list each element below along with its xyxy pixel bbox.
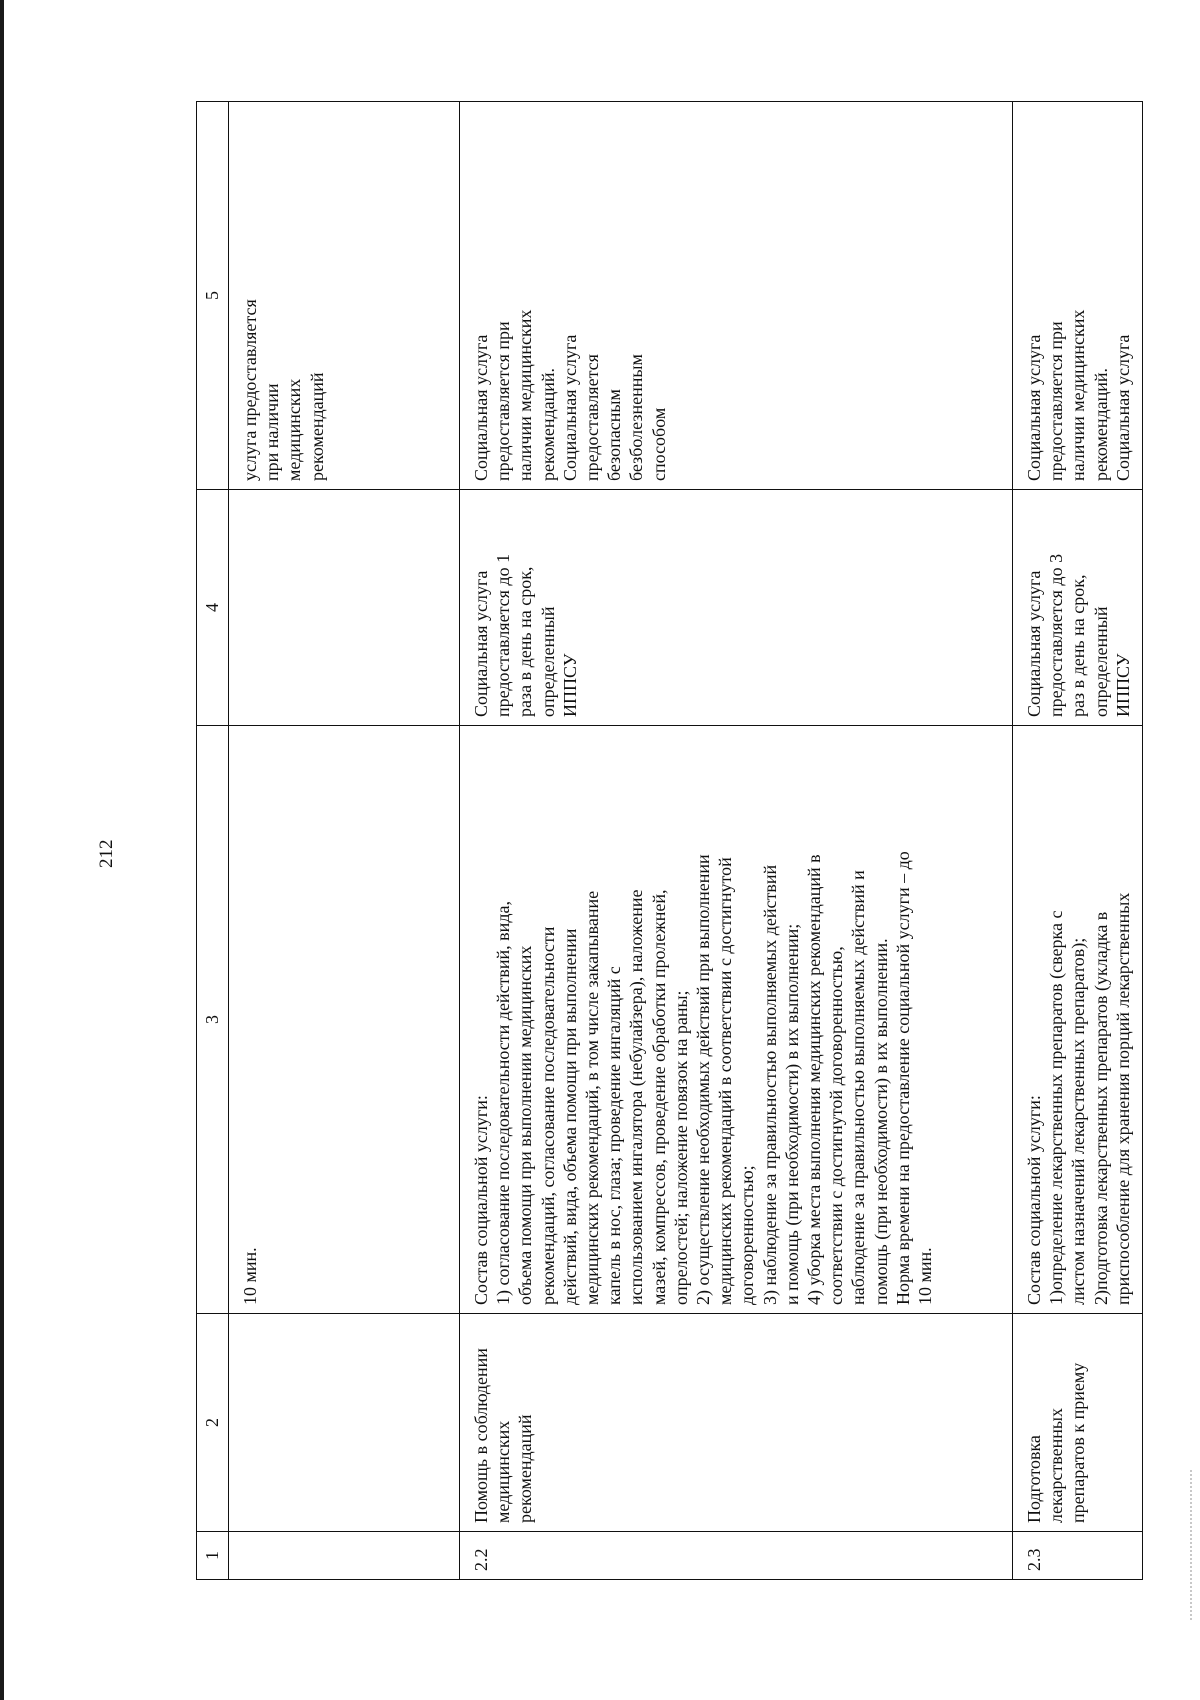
text-line: рекомендаций	[306, 372, 327, 481]
text-line: рекомендаций.	[1090, 367, 1111, 481]
cell-periodicity	[1013, 490, 1143, 726]
table-row-2-2	[460, 102, 1013, 1580]
text-line: использованием ингалятора (небулайзера), наложение	[626, 889, 647, 1305]
text-line: 4) уборка места выполнения медицинских рекомендаций в	[804, 854, 825, 1305]
rotated-table-container	[196, 102, 1133, 1580]
text-line: препаратов к приему	[1068, 1362, 1089, 1523]
text-line: рекомендаций	[515, 1414, 536, 1523]
text-line: определенный	[537, 606, 558, 717]
cell-number	[229, 1532, 460, 1580]
text-line: опрелостей; наложение повязок на раны;	[670, 990, 691, 1305]
cell-periodicity	[460, 490, 1013, 726]
header-col-3: 3	[197, 726, 229, 1314]
cell-number: 2.2	[460, 1532, 1013, 1580]
text-line: Состав социальной услуги:	[471, 1095, 491, 1305]
text-line: услуга предоставляется	[240, 299, 260, 481]
header-col-5: 5	[197, 102, 229, 490]
text-line: безопасным	[604, 389, 625, 481]
text-line: способом	[648, 407, 669, 481]
text-line: наличии медицинских	[515, 309, 536, 481]
text-line: и помощь (при необходимости) в их выполнении;	[781, 923, 802, 1305]
services-table	[196, 101, 1143, 1580]
text-line: Состав социальной услуги:	[1024, 1095, 1044, 1305]
text-line: медицинских рекомендаций, в том числе закапывание	[582, 890, 603, 1305]
text-line: договоренностью;	[737, 1165, 758, 1305]
text-line: Подготовка лекарственных	[1024, 1407, 1067, 1523]
text-line: медицинских	[284, 378, 305, 481]
text-line: при наличии	[262, 383, 283, 481]
header-col-1: 1	[197, 1532, 229, 1580]
text-line: предоставляется до 3	[1046, 553, 1067, 717]
text-line: 10 мин.	[915, 1247, 936, 1305]
text-line: раз в день на срок,	[1068, 574, 1089, 717]
page-number: 212	[96, 839, 117, 868]
text-line: предоставляется до 1	[493, 553, 514, 717]
text-line: Социальная услуга	[471, 334, 491, 481]
cell-service-content	[1013, 726, 1143, 1314]
text-line: определенный	[1090, 606, 1111, 717]
text-line: Социальная услуга	[559, 334, 580, 481]
header-row	[197, 102, 229, 1580]
cell-service-name	[229, 1314, 460, 1532]
text-line: предоставляется при	[1046, 321, 1067, 481]
text-line: ИППСУ	[559, 653, 580, 717]
cell-number: 2.3	[1013, 1532, 1143, 1580]
text-line: помощь (при необходимости) в их выполнении.	[870, 938, 891, 1305]
text-line: рекомендаций, согласование последовательности	[537, 926, 558, 1305]
text-line: предоставляется	[582, 354, 603, 481]
text-line: Социальная услуга	[1112, 334, 1133, 481]
text-line: Социальная услуга	[1024, 570, 1044, 717]
cell-conditions	[229, 102, 460, 490]
cell-service-content	[460, 726, 1013, 1314]
header-col-2: 2	[197, 1314, 229, 1532]
table-row-continuation	[229, 102, 460, 1580]
footer-mark	[1190, 1470, 1200, 1620]
text-line: ИППСУ	[1112, 653, 1133, 717]
cell-service-content	[229, 726, 460, 1314]
text-line: приспособление для хранения порций лекарственных	[1112, 892, 1133, 1305]
page-edge-scan-border	[0, 0, 4, 1700]
text-line: 10 мин.	[240, 1247, 260, 1305]
text-line: медицинских рекомендаций в соответствии с достигнутой	[715, 857, 736, 1305]
text-line: 2) осуществление необходимых действий при выполнении	[693, 854, 714, 1305]
text-line: наблюдение за правильностью выполняемых действий и	[848, 870, 869, 1305]
text-line: рекомендаций.	[537, 367, 558, 481]
text-line: раза в день на срок,	[515, 566, 536, 717]
text-line: Социальная услуга	[471, 570, 491, 717]
text-line: Норма времени на предоставление социальной услуги – до	[892, 851, 913, 1305]
text-line: Социальная услуга	[1024, 334, 1044, 481]
text-line: 1) согласование последовательности действий, вида,	[493, 901, 514, 1305]
text-line: действий, вида, объема помощи при выполнении	[559, 928, 580, 1305]
text-line: медицинских	[493, 1420, 514, 1523]
text-line: 1)определение лекарственных препаратов (сверка с	[1046, 910, 1067, 1305]
text-line: листом назначений лекарственных препаратов);	[1068, 937, 1089, 1305]
text-line: 3) наблюдение за правильностью выполняемых действий	[759, 864, 780, 1305]
text-line: 2)подготовка лекарственных препаратов (укладка в	[1090, 911, 1111, 1305]
cell-conditions	[460, 102, 1013, 490]
cell-service-name	[1013, 1314, 1143, 1532]
table-row-2-3	[1013, 102, 1143, 1580]
text-line: безболезненным	[626, 354, 647, 481]
cell-conditions	[1013, 102, 1143, 490]
text-line: капель в нос, глаза; проведение ингаляций с	[604, 966, 625, 1305]
text-line: наличии медицинских	[1068, 309, 1089, 481]
cell-service-name	[460, 1314, 1013, 1532]
text-line: соответствии с достигнутой договоренностью,	[826, 946, 847, 1305]
cell-periodicity	[229, 490, 460, 726]
text-line: Помощь в соблюдении	[471, 1348, 491, 1523]
text-line: мазей, компрессов, проведение обработки пролежней,	[648, 889, 669, 1305]
text-line: объема помощи при выполнении медицинских	[515, 945, 536, 1305]
header-col-4: 4	[197, 490, 229, 726]
text-line: предоставляется при	[493, 321, 514, 481]
